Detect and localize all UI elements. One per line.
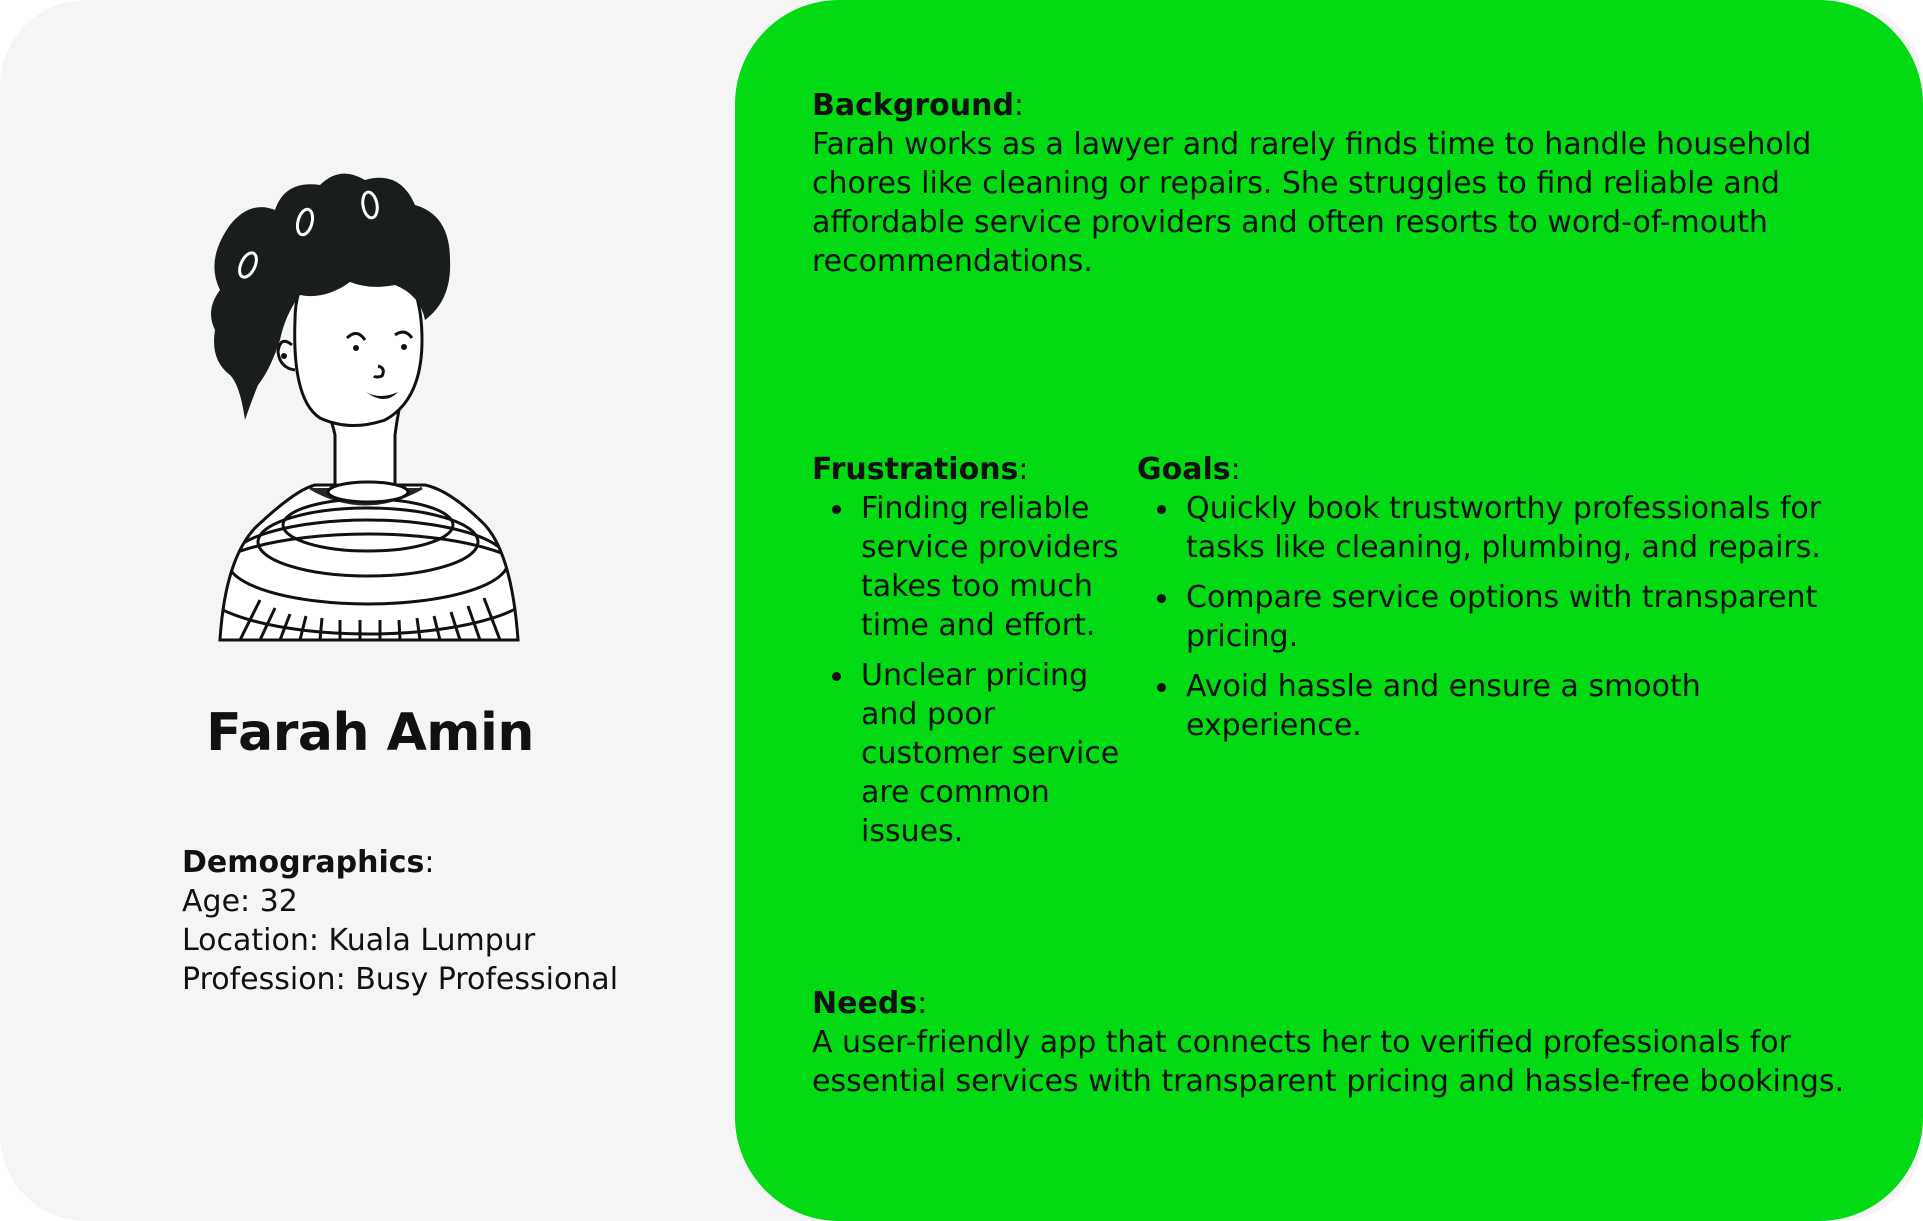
demographics-heading-line <box>182 843 702 882</box>
goal-item: Compare service options with transparent pricing. <box>1137 578 1857 656</box>
persona-profile-pane <box>0 0 760 1221</box>
frustrations-list <box>812 489 1132 851</box>
background-section <box>812 86 1872 281</box>
demographics-profession: Profession: Busy Professional <box>182 962 619 997</box>
demographics-colon: : <box>424 845 435 880</box>
goals-heading-line <box>1137 450 1857 489</box>
frustrations-heading-line <box>812 450 1132 489</box>
demographics-heading: Demographics <box>182 845 425 880</box>
goals-heading: Goals <box>1137 452 1231 487</box>
background-colon: : <box>1013 88 1025 123</box>
persona-details-panel <box>735 0 1923 1221</box>
background-text: Farah works as a lawyer and rarely finds time to handle household chores like cleaning or repairs. She struggles to find reliable and affordable service providers and often resorts to word-of-mouth recommendations. <box>812 127 1812 279</box>
demographics-age: Age: 32 <box>182 884 298 919</box>
frustration-item: Unclear pricing and poor customer service are common issues. <box>812 656 1132 851</box>
frustrations-colon: : <box>1018 452 1029 487</box>
goals-colon: : <box>1230 452 1241 487</box>
frustration-item: Finding reliable service providers takes too much time and effort. <box>812 489 1132 645</box>
needs-heading: Needs <box>812 986 918 1021</box>
goals-section <box>1137 450 1857 756</box>
needs-colon: : <box>917 986 928 1021</box>
demographics-section <box>182 843 702 999</box>
goal-item: Avoid hassle and ensure a smooth experience. <box>1137 667 1857 745</box>
needs-section <box>812 984 1872 1101</box>
demographics-location: Location: Kuala Lumpur <box>182 923 536 958</box>
goals-list <box>1137 489 1857 745</box>
persona-name: Farah Amin <box>206 703 534 763</box>
woman-portrait-illustration-icon <box>200 170 540 645</box>
needs-text: A user-friendly app that connects her to verified professionals for essential services with transparent pricing and hassle-free bookings. <box>812 1025 1845 1099</box>
frustrations-section <box>812 450 1132 862</box>
background-heading: Background <box>812 88 1014 123</box>
needs-heading-line <box>812 984 1872 1023</box>
background-heading-line <box>812 86 1872 125</box>
goal-item: Quickly book trustworthy professionals for tasks like cleaning, plumbing, and repairs. <box>1137 489 1857 567</box>
frustrations-heading: Frustrations <box>812 452 1019 487</box>
